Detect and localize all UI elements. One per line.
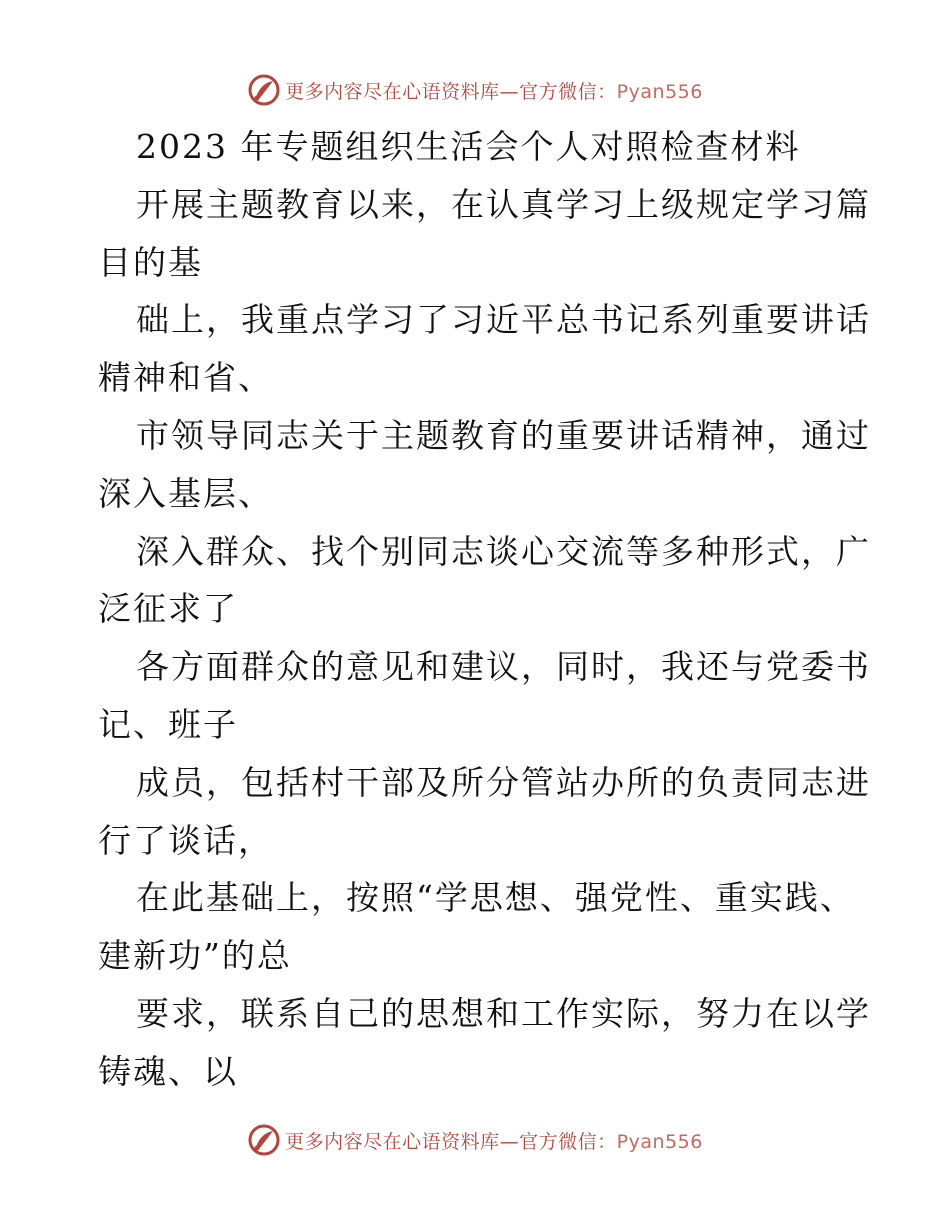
text-line: 在此基础上，按照“学思想、强党性、重实践、 [136,878,855,918]
wechat-id: Pyan556 [616,80,703,103]
text-line: 成员，包括村干部及所分管站办所的负责同志进 [136,762,871,802]
text-line: 2023 年专题组织生活会个人对照检查材料 [136,127,801,166]
watermark-text: 更多内容尽在心语资料库—官方微信：Pyan556 [285,80,703,103]
watermark-text: 更多内容尽在心语资料库—官方微信：Pyan556 [285,1130,703,1153]
text-line: 要求，联系自己的思想和工作实际，努力在以学 [136,993,871,1033]
brush-logo-icon [247,1123,281,1157]
wechat-id: Pyan556 [616,1130,703,1153]
text-line: 精神和省、 [98,358,273,398]
text-line: 开展主题教育以来，在认真学习上级规定学习篇 [136,184,871,224]
text-line: 记、班子 [98,704,238,744]
text-line: 市领导同志关于主题教育的重要讲话精神，通过 [136,415,871,455]
text-line: 目的基 [98,242,203,282]
text-line: 行了谈话， [98,820,273,860]
text-line: 础上，我重点学习了习近平总书记系列重要讲话 [136,300,871,340]
text-line: 泛征求了 [98,589,238,629]
document-body [98,118,871,1101]
text-line: 建新功”的总 [98,936,292,976]
brush-logo-icon [247,73,281,107]
text-line: 深入基层、 [98,473,273,513]
text-line: 铸魂、以 [98,1051,238,1091]
text-line: 各方面群众的意见和建议，同时，我还与党委书 [136,647,871,687]
watermark-banner-top [0,70,950,110]
text-line: 深入群众、找个别同志谈心交流等多种形式，广 [136,531,871,571]
watermark-banner-bottom [0,1120,950,1160]
